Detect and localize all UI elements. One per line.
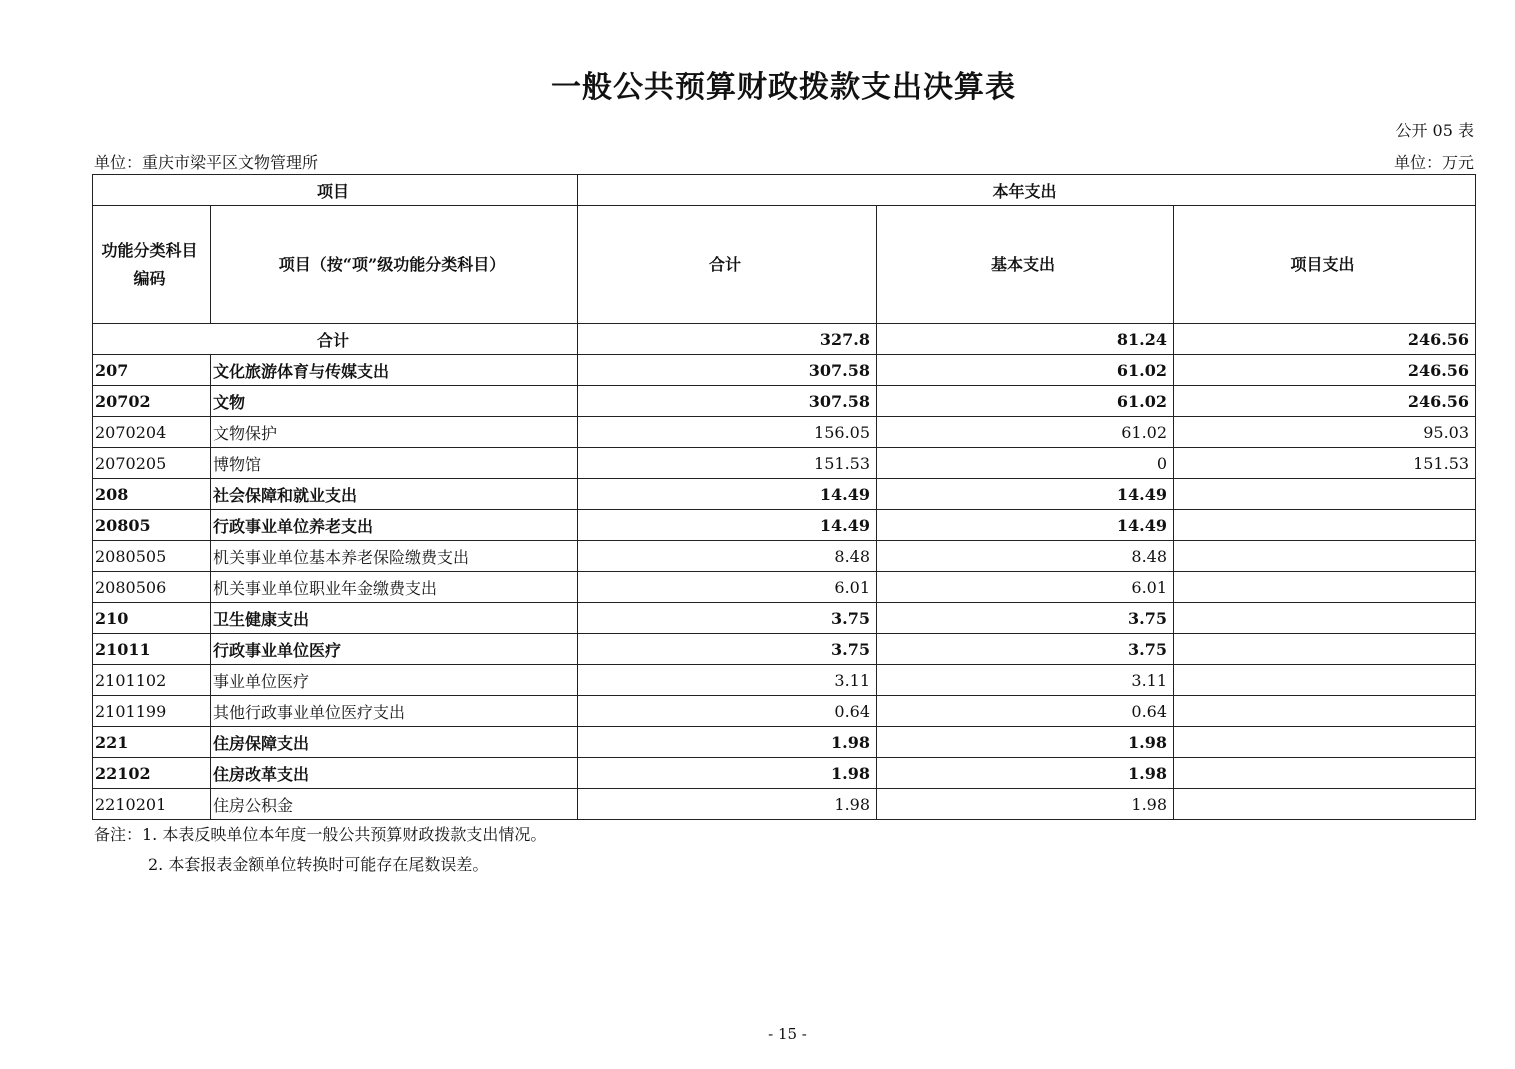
row-total: 307.58 <box>578 386 877 417</box>
table-column-header-row <box>93 206 1476 324</box>
row-code: 207 <box>93 355 211 386</box>
table-row <box>93 541 1476 572</box>
column-header-item-name: 项目（按“项”级功能分类科目） <box>211 206 578 324</box>
row-item-name: 文物 <box>211 386 578 417</box>
table-row <box>93 355 1476 386</box>
row-basic: 8.48 <box>877 541 1174 572</box>
row-total: 156.05 <box>578 417 877 448</box>
table-row <box>93 696 1476 727</box>
row-item-name: 机关事业单位基本养老保险缴费支出 <box>211 541 578 572</box>
row-total: 14.49 <box>578 510 877 541</box>
table-row <box>93 386 1476 417</box>
page-number: - 15 - <box>768 1025 807 1043</box>
row-code: 2101102 <box>93 665 211 696</box>
note-line-1: 备注：1. 本表反映单位本年度一般公共预算财政拨款支出情况。 <box>94 825 547 844</box>
note-line-2: 2. 本套报表金额单位转换时可能存在尾数误差。 <box>148 855 489 874</box>
row-item-name: 行政事业单位医疗 <box>211 634 578 665</box>
row-project: 151.53 <box>1174 448 1476 479</box>
row-code: 2070205 <box>93 448 211 479</box>
row-total: 307.58 <box>578 355 877 386</box>
row-item-name: 其他行政事业单位医疗支出 <box>211 696 578 727</box>
row-basic: 3.75 <box>877 634 1174 665</box>
row-total: 1.98 <box>578 727 877 758</box>
table-row <box>93 634 1476 665</box>
row-project: 95.03 <box>1174 417 1476 448</box>
row-basic: 3.11 <box>877 665 1174 696</box>
total-row-project: 246.56 <box>1174 324 1476 355</box>
row-code: 2070204 <box>93 417 211 448</box>
row-project <box>1174 541 1476 572</box>
table-row <box>93 603 1476 634</box>
row-item-name: 文化旅游体育与传媒支出 <box>211 355 578 386</box>
group-header-year-expense: 本年支出 <box>578 175 1476 206</box>
row-project <box>1174 789 1476 820</box>
row-total: 3.11 <box>578 665 877 696</box>
unit-currency: 单位：万元 <box>1393 153 1474 172</box>
row-total: 8.48 <box>578 541 877 572</box>
expenditure-table <box>92 174 1476 820</box>
row-basic: 1.98 <box>877 789 1174 820</box>
table-row <box>93 510 1476 541</box>
row-project <box>1174 603 1476 634</box>
row-item-name: 文物保护 <box>211 417 578 448</box>
row-code: 21011 <box>93 634 211 665</box>
unit-organization: 单位：重庆市梁平区文物管理所 <box>94 153 319 172</box>
page-title: 一般公共预算财政拨款支出决算表 <box>551 70 1016 105</box>
column-header-basic: 基本支出 <box>877 206 1174 324</box>
row-item-name: 住房保障支出 <box>211 727 578 758</box>
row-code: 221 <box>93 727 211 758</box>
row-item-name: 住房改革支出 <box>211 758 578 789</box>
row-code: 20805 <box>93 510 211 541</box>
row-item-name: 住房公积金 <box>211 789 578 820</box>
row-total: 1.98 <box>578 789 877 820</box>
row-basic: 14.49 <box>877 479 1174 510</box>
row-project <box>1174 572 1476 603</box>
row-project <box>1174 727 1476 758</box>
row-item-name: 机关事业单位职业年金缴费支出 <box>211 572 578 603</box>
row-project <box>1174 510 1476 541</box>
notes <box>94 820 546 880</box>
table-row <box>93 417 1476 448</box>
row-basic: 1.98 <box>877 727 1174 758</box>
row-item-name: 事业单位医疗 <box>211 665 578 696</box>
row-project <box>1174 479 1476 510</box>
row-item-name: 行政事业单位养老支出 <box>211 510 578 541</box>
row-basic: 14.49 <box>877 510 1174 541</box>
total-row-basic: 81.24 <box>877 324 1174 355</box>
table-row <box>93 665 1476 696</box>
row-total: 0.64 <box>578 696 877 727</box>
row-code: 22102 <box>93 758 211 789</box>
row-code: 208 <box>93 479 211 510</box>
column-header-total: 合计 <box>578 206 877 324</box>
row-basic: 61.02 <box>877 386 1174 417</box>
row-project: 246.56 <box>1174 355 1476 386</box>
row-basic: 61.02 <box>877 355 1174 386</box>
row-basic: 3.75 <box>877 603 1174 634</box>
table-row <box>93 727 1476 758</box>
column-header-code <box>93 206 211 324</box>
form-number: 公开 05 表 <box>1395 121 1474 140</box>
row-item-name: 社会保障和就业支出 <box>211 479 578 510</box>
row-code: 20702 <box>93 386 211 417</box>
row-basic: 1.98 <box>877 758 1174 789</box>
row-code: 2210201 <box>93 789 211 820</box>
column-header-code-line1: 功能分类科目 <box>101 240 198 260</box>
row-project <box>1174 634 1476 665</box>
row-basic: 6.01 <box>877 572 1174 603</box>
row-total: 3.75 <box>578 603 877 634</box>
row-total: 151.53 <box>578 448 877 479</box>
table-row <box>93 789 1476 820</box>
row-project: 246.56 <box>1174 386 1476 417</box>
row-basic: 61.02 <box>877 417 1174 448</box>
table-row <box>93 448 1476 479</box>
row-project <box>1174 665 1476 696</box>
group-header-item: 项目 <box>93 175 578 206</box>
row-item-name: 博物馆 <box>211 448 578 479</box>
row-code: 2080505 <box>93 541 211 572</box>
table-row <box>93 758 1476 789</box>
row-total: 1.98 <box>578 758 877 789</box>
row-basic: 0.64 <box>877 696 1174 727</box>
total-row-label: 合计 <box>93 324 578 355</box>
row-total: 3.75 <box>578 634 877 665</box>
row-total: 14.49 <box>578 479 877 510</box>
column-header-project: 项目支出 <box>1174 206 1476 324</box>
row-code: 2080506 <box>93 572 211 603</box>
total-row-total: 327.8 <box>578 324 877 355</box>
row-basic: 0 <box>877 448 1174 479</box>
row-total: 6.01 <box>578 572 877 603</box>
table-group-header-row <box>93 175 1476 206</box>
row-project <box>1174 696 1476 727</box>
table-total-row <box>93 324 1476 355</box>
row-item-name: 卫生健康支出 <box>211 603 578 634</box>
table-row <box>93 479 1476 510</box>
row-code: 2101199 <box>93 696 211 727</box>
row-project <box>1174 758 1476 789</box>
table-row <box>93 572 1476 603</box>
column-header-code-line2: 编码 <box>133 268 166 288</box>
row-code: 210 <box>93 603 211 634</box>
